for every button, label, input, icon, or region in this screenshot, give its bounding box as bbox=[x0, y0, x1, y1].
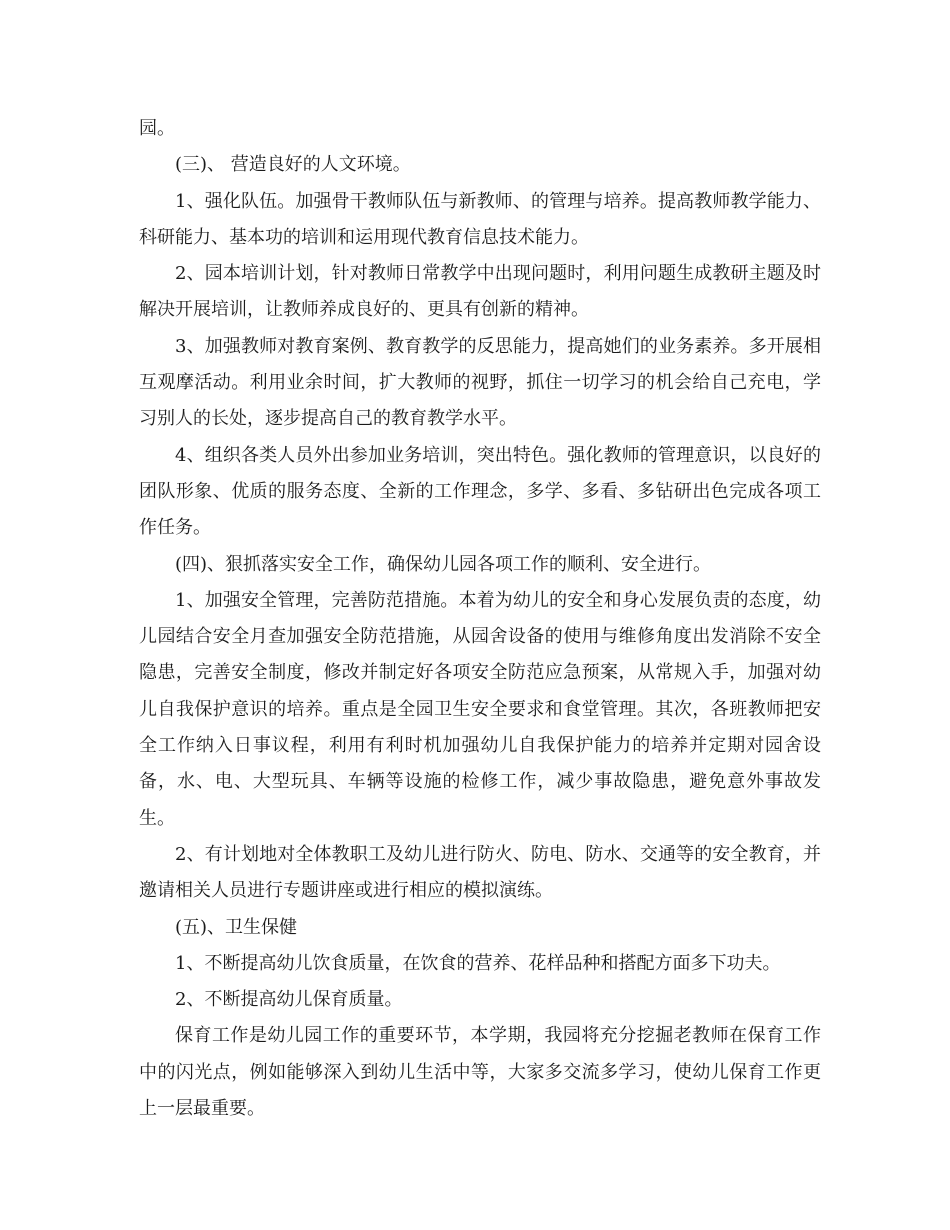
paragraph-3-4: 4、组织各类人员外出参加业务培训，突出特色。强化教师的管理意识，以良好的团队形象、优质的服务态度、全新的工作理念，多学、多看、多钻研出色完成各项工作任务。 bbox=[139, 444, 821, 539]
paragraph-4-1: 1、加强安全管理，完善防范措施。本着为幼儿的安全和身心发展负责的态度，幼儿园结合安全月查加强安全防范措施，从园舍设备的使用与维修角度出发消除不安全隐患，完善安全制度，修改并制定好各项安全防范应急预案，从常规入手，加强对幼儿自我保护意识的培养。重点是全园卫生安全要求和食堂管理。其次，各班教师把安全工作纳入日事议程，利用有利时机加强幼儿自我保护能力的培养并定期对园舍设备，水、电、大型玩具、车辆等设施的检修工作，减少事故隐患，避免意外事故发生。 bbox=[139, 589, 821, 829]
paragraph-3-3: 3、加强教师对教育案例、教育教学的反思能力，提高她们的业务素养。多开展相互观摩活动。利用业余时间，扩大教师的视野，抓住一切学习的机会给自己充电，学习别人的长处，逐步提高自己的教育教学水平。 bbox=[139, 335, 821, 430]
paragraph-continuation: 园。 bbox=[139, 118, 175, 139]
paragraph-4-2: 2、有计划地对全体教职工及幼儿进行防火、防电、防水、交通等的安全教育，并邀请相关人员进行专题讲座或进行相应的模拟演练。 bbox=[139, 843, 821, 902]
paragraph-5-1: 1、不断提高幼儿饮食质量，在饮食的营养、花样品种和搭配方面多下功夫。 bbox=[175, 952, 781, 974]
section-heading-4: (四)、狠抓落实安全工作，确保幼儿园各项工作的顺利、安全进行。 bbox=[175, 553, 712, 575]
section-heading-5: (五)、卫生保健 bbox=[175, 916, 298, 938]
paragraph-5-2: 2、不断提高幼儿保育质量。 bbox=[175, 989, 403, 1011]
paragraph-3-2: 2、园本培训计划，针对教师日常教学中出现问题时，利用问题生成教研主题及时解决开展培训，让教师养成良好的、更具有创新的精神。 bbox=[139, 263, 821, 321]
paragraph-3-1: 1、强化队伍。加强骨干教师队伍与新教师、的管理与培养。提高教师教学能力、科研能力、基本功的培训和运用现代教育信息技术能力。 bbox=[139, 190, 821, 248]
section-heading-3: (三)、 营造良好的人文环境。 bbox=[175, 154, 411, 176]
paragraph-5-2-detail: 保育工作是幼儿园工作的重要环节，本学期，我园将充分挖掘老教师在保育工作中的闪光点，例如能够深入到幼儿生活中等，大家多交流多学习，使幼儿保育工作更上一层最重要。 bbox=[139, 1025, 821, 1120]
document-body bbox=[139, 111, 821, 1127]
